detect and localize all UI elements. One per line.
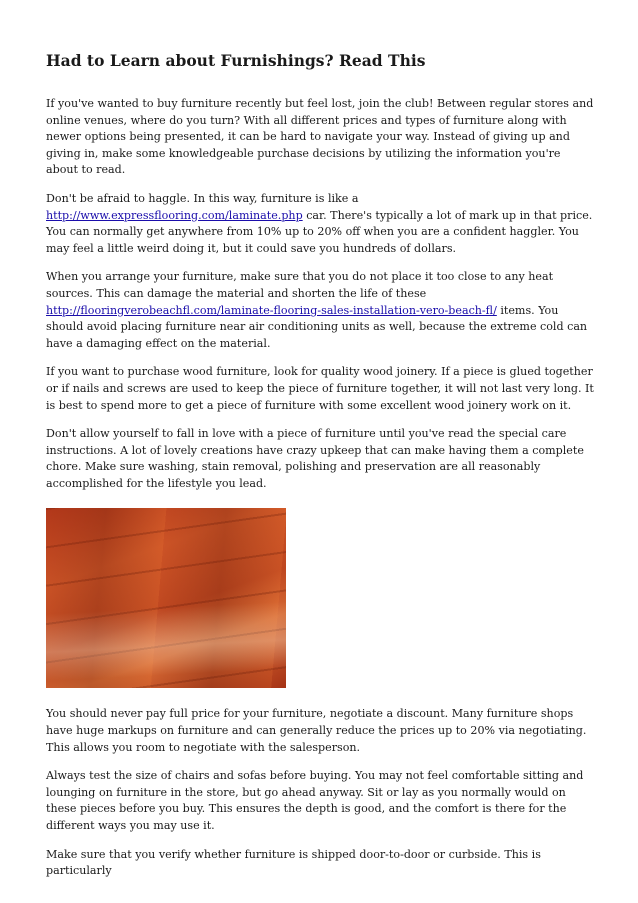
flooringverobeach-link[interactable]: http://flooringverobeachfl.com/laminate-flooring-sales-installation-vero-beach-fl/ — [46, 303, 497, 317]
paragraph-intro: If you've wanted to buy furniture recently but feel lost, join the club! Between regular stores and online venues, where do you turn? With all different prices and types of furniture along with newer options being presented, it can be hard to navigate your way. Instead of giving up and giving in, make some knowledgeable purchase decisions by utilizing the information you're about to read. — [46, 97, 594, 177]
wood-floor-image — [46, 508, 286, 688]
paragraph-heat-text-start: When you arrange your furniture, make sure that you do not place it too close to any heat sources. This can damage the material and shorten the life of these — [46, 270, 554, 300]
paragraph-wood-joinery: If you want to purchase wood furniture, look for quality wood joinery. If a piece is glued together or if nails and screws are used to keep the piece of furniture together, it will not last very long. It is best to spend more to get a piece of furniture with some excellent wood joinery work on it. — [46, 365, 594, 412]
paragraph-haggle — [46, 191, 596, 257]
expressflooring-link[interactable]: http://www.expressflooring.com/laminate.php — [46, 208, 303, 222]
page-title: Had to Learn about Furnishings? Read This — [46, 51, 426, 70]
paragraph-negotiate: You should never pay full price for your furniture, negotiate a discount. Many furniture shops have huge markups on furniture and can generally reduce the prices up to 20% via negotiating. This allows you room to negotiate with the salesperson. — [46, 707, 587, 754]
paragraph-care-instructions: Don't allow yourself to fall in love with a piece of furniture until you've read the special care instructions. A lot of lovely creations have crazy upkeep that can make having them a complete chore. Make sure washing, stain removal, polishing and preservation are all reasonably accomplished for the lifestyle you lead. — [46, 427, 584, 490]
document-page — [46, 42, 596, 892]
paragraph-test-size: Always test the size of chairs and sofas before buying. You may not feel comfortable sitting and lounging on furniture in the store, but go ahead anyway. Sit or lay as you normally would on these pieces before you buy. This ensures the depth is good, and the comfort is there for the different ways you may use it. — [46, 769, 584, 833]
paragraph-haggle-text-end: car. There's typically a lot of mark up in that price. You can normally get anywhere from 10% up to 20% off when you are a confident haggler. You may feel a little weird doing it, but it could save you hundreds of dollars. — [46, 208, 593, 255]
paragraph-heat-text-end: items. You should avoid placing furniture near air conditioning units as well, because the extreme cold can have a damaging effect on the material. — [46, 303, 588, 350]
paragraph-haggle-text-start: Don't be afraid to haggle. In this way, furniture is like a — [46, 191, 359, 205]
paragraph-shipping: Make sure that you verify whether furniture is shipped door-to-door or curbside. This is particularly — [46, 847, 541, 878]
paragraph-heat-sources — [46, 269, 596, 352]
